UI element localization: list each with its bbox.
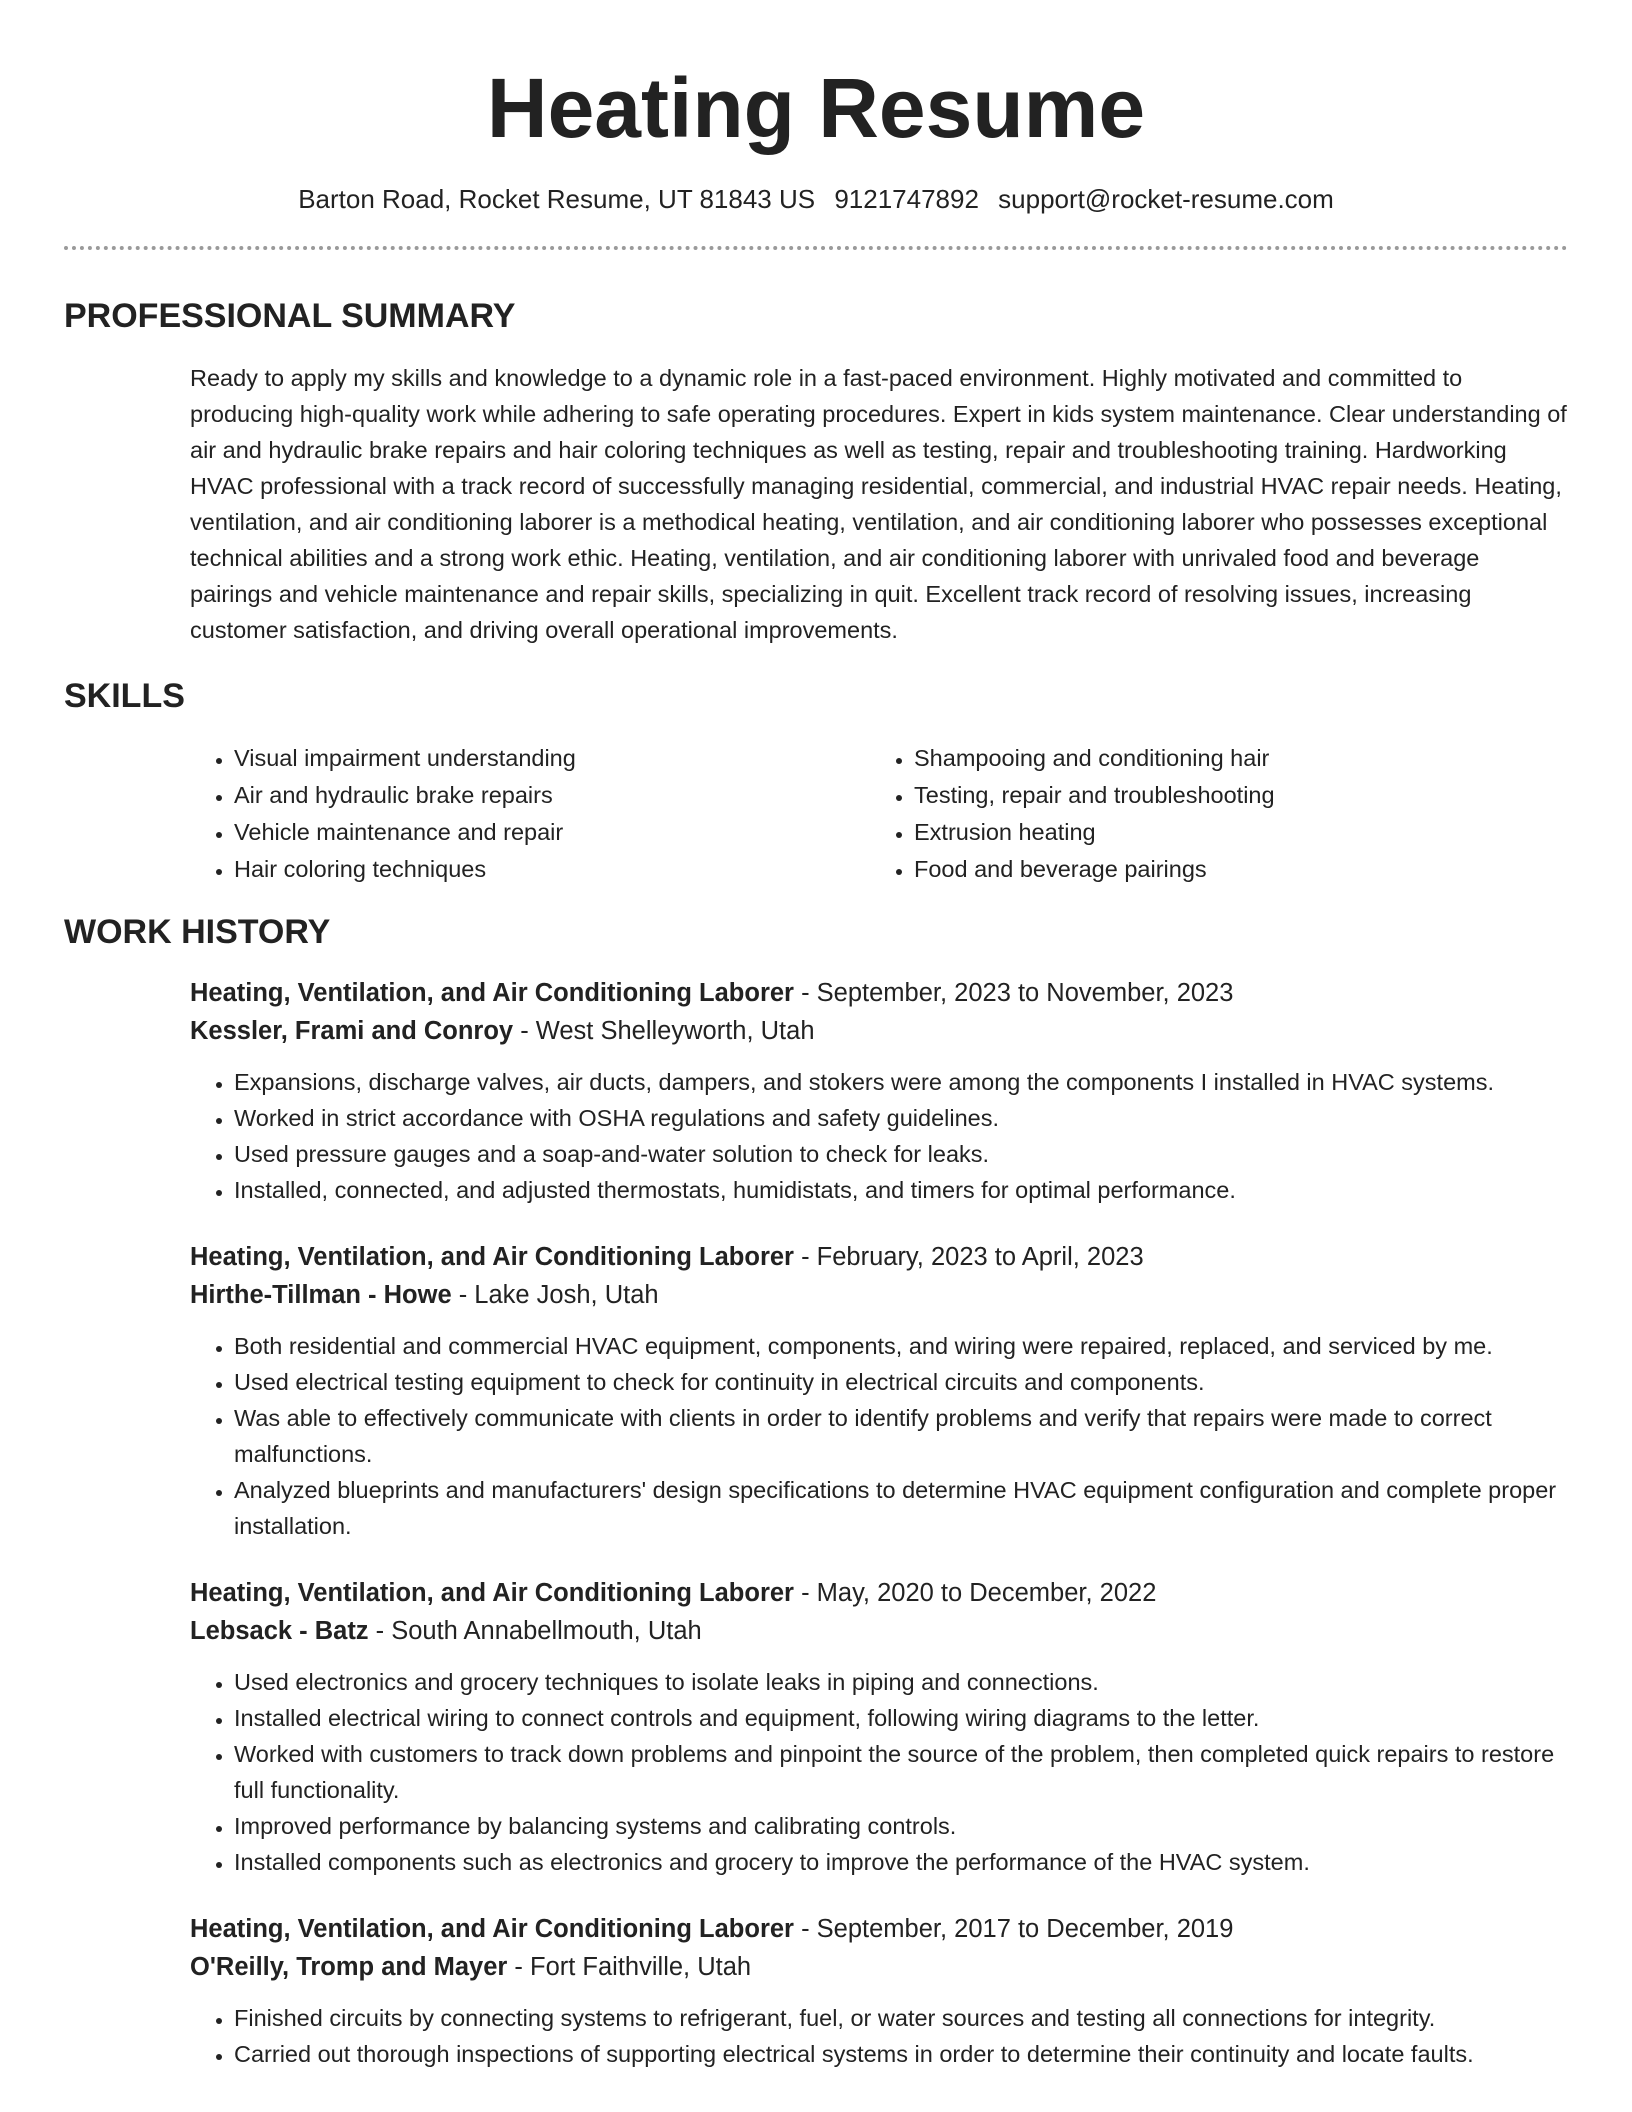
job-role: Heating, Ventilation, and Air Conditioning Laborer: [190, 1579, 794, 1607]
job-bullet: • Improved performance by balancing systems and calibrating controls.: [234, 1808, 1568, 1844]
resume-title: Heating Resume: [486, 61, 1146, 155]
job-bullets: [190, 1064, 1568, 1208]
job-bullet: • Carried out thorough inspections of supporting electrical systems in order to determine their continuity and locate faults.: [234, 2036, 1568, 2072]
contact-address: Barton Road, Rocket Resume, UT 81843 US: [298, 184, 816, 214]
skill-item: • Air and hydraulic brake repairs: [234, 777, 870, 814]
job-entry: [190, 1574, 1568, 1880]
job-role: Heating, Ventilation, and Air Conditioning Laborer: [190, 1915, 794, 1943]
job-company-line: [190, 1612, 1568, 1650]
job-role: Heating, Ventilation, and Air Conditioning Laborer: [190, 979, 794, 1007]
job-bullet: • Worked in strict accordance with OSHA regulations and safety guidelines.: [234, 1100, 1568, 1136]
job-entry: [190, 1910, 1568, 2072]
skill-item: • Hair coloring techniques: [234, 851, 870, 888]
job-bullet: • Installed, connected, and adjusted thermostats, humidistats, and timers for optimal performance.: [234, 1172, 1568, 1208]
work-history-heading: WORK HISTORY: [64, 913, 331, 951]
job-dates: - September, 2017 to December, 2019: [793, 1915, 1234, 1943]
job-bullet: • Worked with customers to track down problems and pinpoint the source of the problem, then completed quick repairs to restore full functionality.: [234, 1736, 1568, 1808]
job-bullets: [190, 1664, 1568, 1880]
job-entry: [190, 1238, 1568, 1544]
contact-email[interactable]: support@rocket-resume.com: [998, 184, 1334, 214]
job-company: Hirthe-Tillman - Howe: [190, 1281, 452, 1309]
summary-heading: PROFESSIONAL SUMMARY: [64, 297, 516, 335]
contact-line: [64, 182, 1568, 216]
job-bullet: • Was able to effectively communicate with clients in order to identify problems and verify that repairs were made to correct malfunctions.: [234, 1400, 1568, 1472]
job-bullets: [190, 2000, 1568, 2072]
job-company-line: [190, 1948, 1568, 1986]
skills-column-left: [190, 740, 870, 888]
skill-item: • Visual impairment understanding: [234, 740, 870, 777]
job-bullets: [190, 1328, 1568, 1544]
skills-heading: SKILLS: [64, 677, 185, 715]
skills-list: [190, 740, 1568, 888]
contact-phone: 9121747892: [834, 184, 979, 214]
skill-item: • Food and beverage pairings: [914, 851, 1550, 888]
job-role-line: [190, 1574, 1568, 1612]
job-company: Kessler, Frami and Conroy: [190, 1017, 514, 1045]
job-bullet: • Used electrical testing equipment to check for continuity in electrical circuits and components.: [234, 1364, 1568, 1400]
resume-page: [64, 0, 1568, 2072]
job-role-line: [190, 974, 1568, 1012]
job-bullet: • Expansions, discharge valves, air ducts, dampers, and stokers were among the components I installed in HVAC systems.: [234, 1064, 1568, 1100]
skill-item: • Extrusion heating: [914, 814, 1550, 851]
skill-item: • Vehicle maintenance and repair: [234, 814, 870, 851]
job-role-line: [190, 1910, 1568, 1948]
job-company: O'Reilly, Tromp and Mayer: [190, 1953, 508, 1981]
job-dates: - September, 2023 to November, 2023: [793, 979, 1234, 1007]
job-location: - Lake Josh, Utah: [451, 1281, 659, 1309]
job-bullet: • Used electronics and grocery techniques to isolate leaks in piping and connections.: [234, 1664, 1568, 1700]
skill-item: • Testing, repair and troubleshooting: [914, 777, 1550, 814]
job-entry: [190, 974, 1568, 1208]
header-divider: [64, 246, 1568, 250]
job-role-line: [190, 1238, 1568, 1276]
job-location: - South Annabellmouth, Utah: [368, 1617, 702, 1645]
summary-text: Ready to apply my skills and knowledge to a dynamic role in a fast-paced environment. Highly motivated and committed to producing high-quality work while adhering to safe operating procedures. Expert in kids system maintenance. Clear understanding of air and hydraulic brake repairs and hair coloring techniques as well as testing, repair and troubleshooting training. Hardworking HVAC professional with a track record of successfully managing residential, commercial, and industrial HVAC repair needs. Heating, ventilation, and air conditioning laborer is a methodical heating, ventilation, and air conditioning laborer who possesses exceptional technical abilities and a strong work ethic. Heating, ventilation, and air conditioning laborer with unrivaled food and beverage pairings and vehicle maintenance and repair skills, specializing in quit. Excellent track record of resolving issues, increasing customer satisfaction, and driving overall operational improvements.: [190, 365, 1567, 643]
skill-item: • Shampooing and conditioning hair: [914, 740, 1550, 777]
job-role: Heating, Ventilation, and Air Conditioning Laborer: [190, 1243, 794, 1271]
job-dates: - May, 2020 to December, 2022: [793, 1579, 1157, 1607]
job-bullet: • Installed electrical wiring to connect controls and equipment, following wiring diagrams to the letter.: [234, 1700, 1568, 1736]
job-bullet: • Installed components such as electronics and grocery to improve the performance of the HVAC system.: [234, 1844, 1568, 1880]
job-bullet: • Both residential and commercial HVAC equipment, components, and wiring were repaired, replaced, and serviced by me.: [234, 1328, 1568, 1364]
job-bullet: • Finished circuits by connecting systems to refrigerant, fuel, or water sources and testing all connections for integrity.: [234, 2000, 1568, 2036]
job-company-line: [190, 1276, 1568, 1314]
job-location: - Fort Faithville, Utah: [507, 1953, 752, 1981]
job-bullet: • Analyzed blueprints and manufacturers' design specifications to determine HVAC equipment configuration and complete proper installation.: [234, 1472, 1568, 1544]
job-dates: - February, 2023 to April, 2023: [793, 1243, 1144, 1271]
job-bullet: • Used pressure gauges and a soap-and-water solution to check for leaks.: [234, 1136, 1568, 1172]
job-company-line: [190, 1012, 1568, 1050]
job-company: Lebsack - Batz: [190, 1617, 369, 1645]
job-location: - West Shelleyworth, Utah: [513, 1017, 815, 1045]
skills-column-right: [870, 740, 1550, 888]
